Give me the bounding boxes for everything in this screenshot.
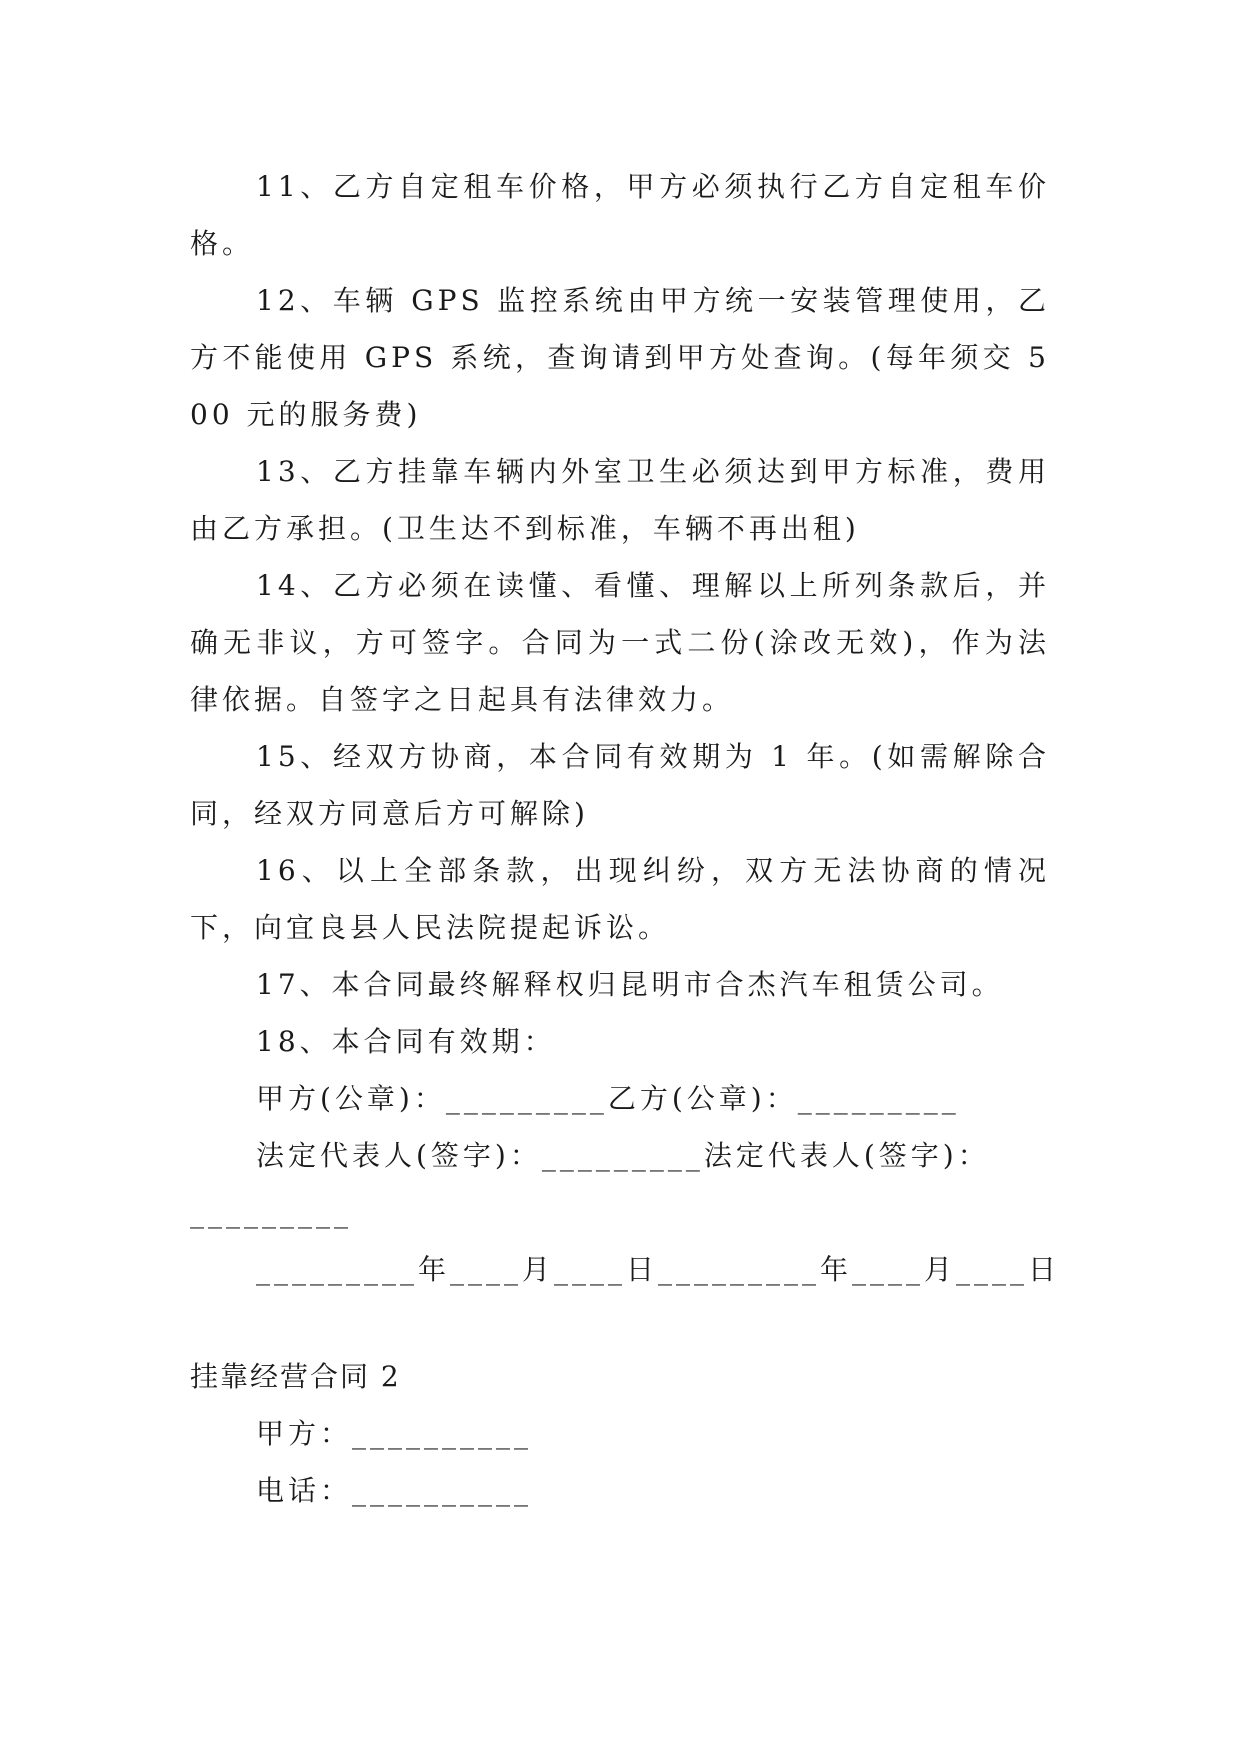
- document-page: [190, 158, 1061, 1519]
- representative-signature-continuation: _________: [190, 1196, 352, 1229]
- clause-13: 13、乙方挂靠车辆内外室卫生必须达到甲方标准，费用由乙方承担。(卫生达不到标准，车辆不再出租): [190, 455, 1050, 545]
- clause-18: 18、本合同有效期：: [256, 1025, 556, 1058]
- clause-12: 12、车辆 GPS 监控系统由甲方统一安装管理使用，乙方不能使用 GPS 系统，查询请到甲方处查询。(每年须交 500 元的服务费): [190, 284, 1050, 431]
- contract-2-title: 挂靠经营合同 2: [190, 1360, 401, 1393]
- spacer: [190, 1298, 1050, 1348]
- clause-14: 14、乙方必须在读懂、看懂、理解以上所列条款后，并确无非议，方可签字。合同为一式二份(涂改无效)，作为法律依据。自签字之日起具有法律效力。: [190, 569, 1050, 716]
- clause-17: 17、本合同最终解释权归昆明市合杰汽车租赁公司。: [256, 968, 1004, 1001]
- clause-11: 11、乙方自定租车价格，甲方必须执行乙方自定租车价格。: [190, 170, 1050, 260]
- seal-signature-line: 甲方(公章)：_________乙方(公章)：_________: [256, 1082, 960, 1115]
- phone-field: 电话：__________: [256, 1474, 533, 1507]
- representative-signature-line: 法定代表人(签字)：_________法定代表人(签字)：: [256, 1139, 990, 1172]
- clause-15: 15、经双方协商，本合同有效期为 1 年。(如需解除合同，经双方同意后方可解除): [190, 740, 1050, 830]
- date-line: _________年____月____日_________年____月____日: [256, 1253, 1061, 1286]
- clause-16: 16、以上全部条款，出现纠纷，双方无法协商的情况下，向宜良县人民法院提起诉讼。: [190, 854, 1050, 944]
- party-a-field: 甲方：__________: [256, 1417, 533, 1450]
